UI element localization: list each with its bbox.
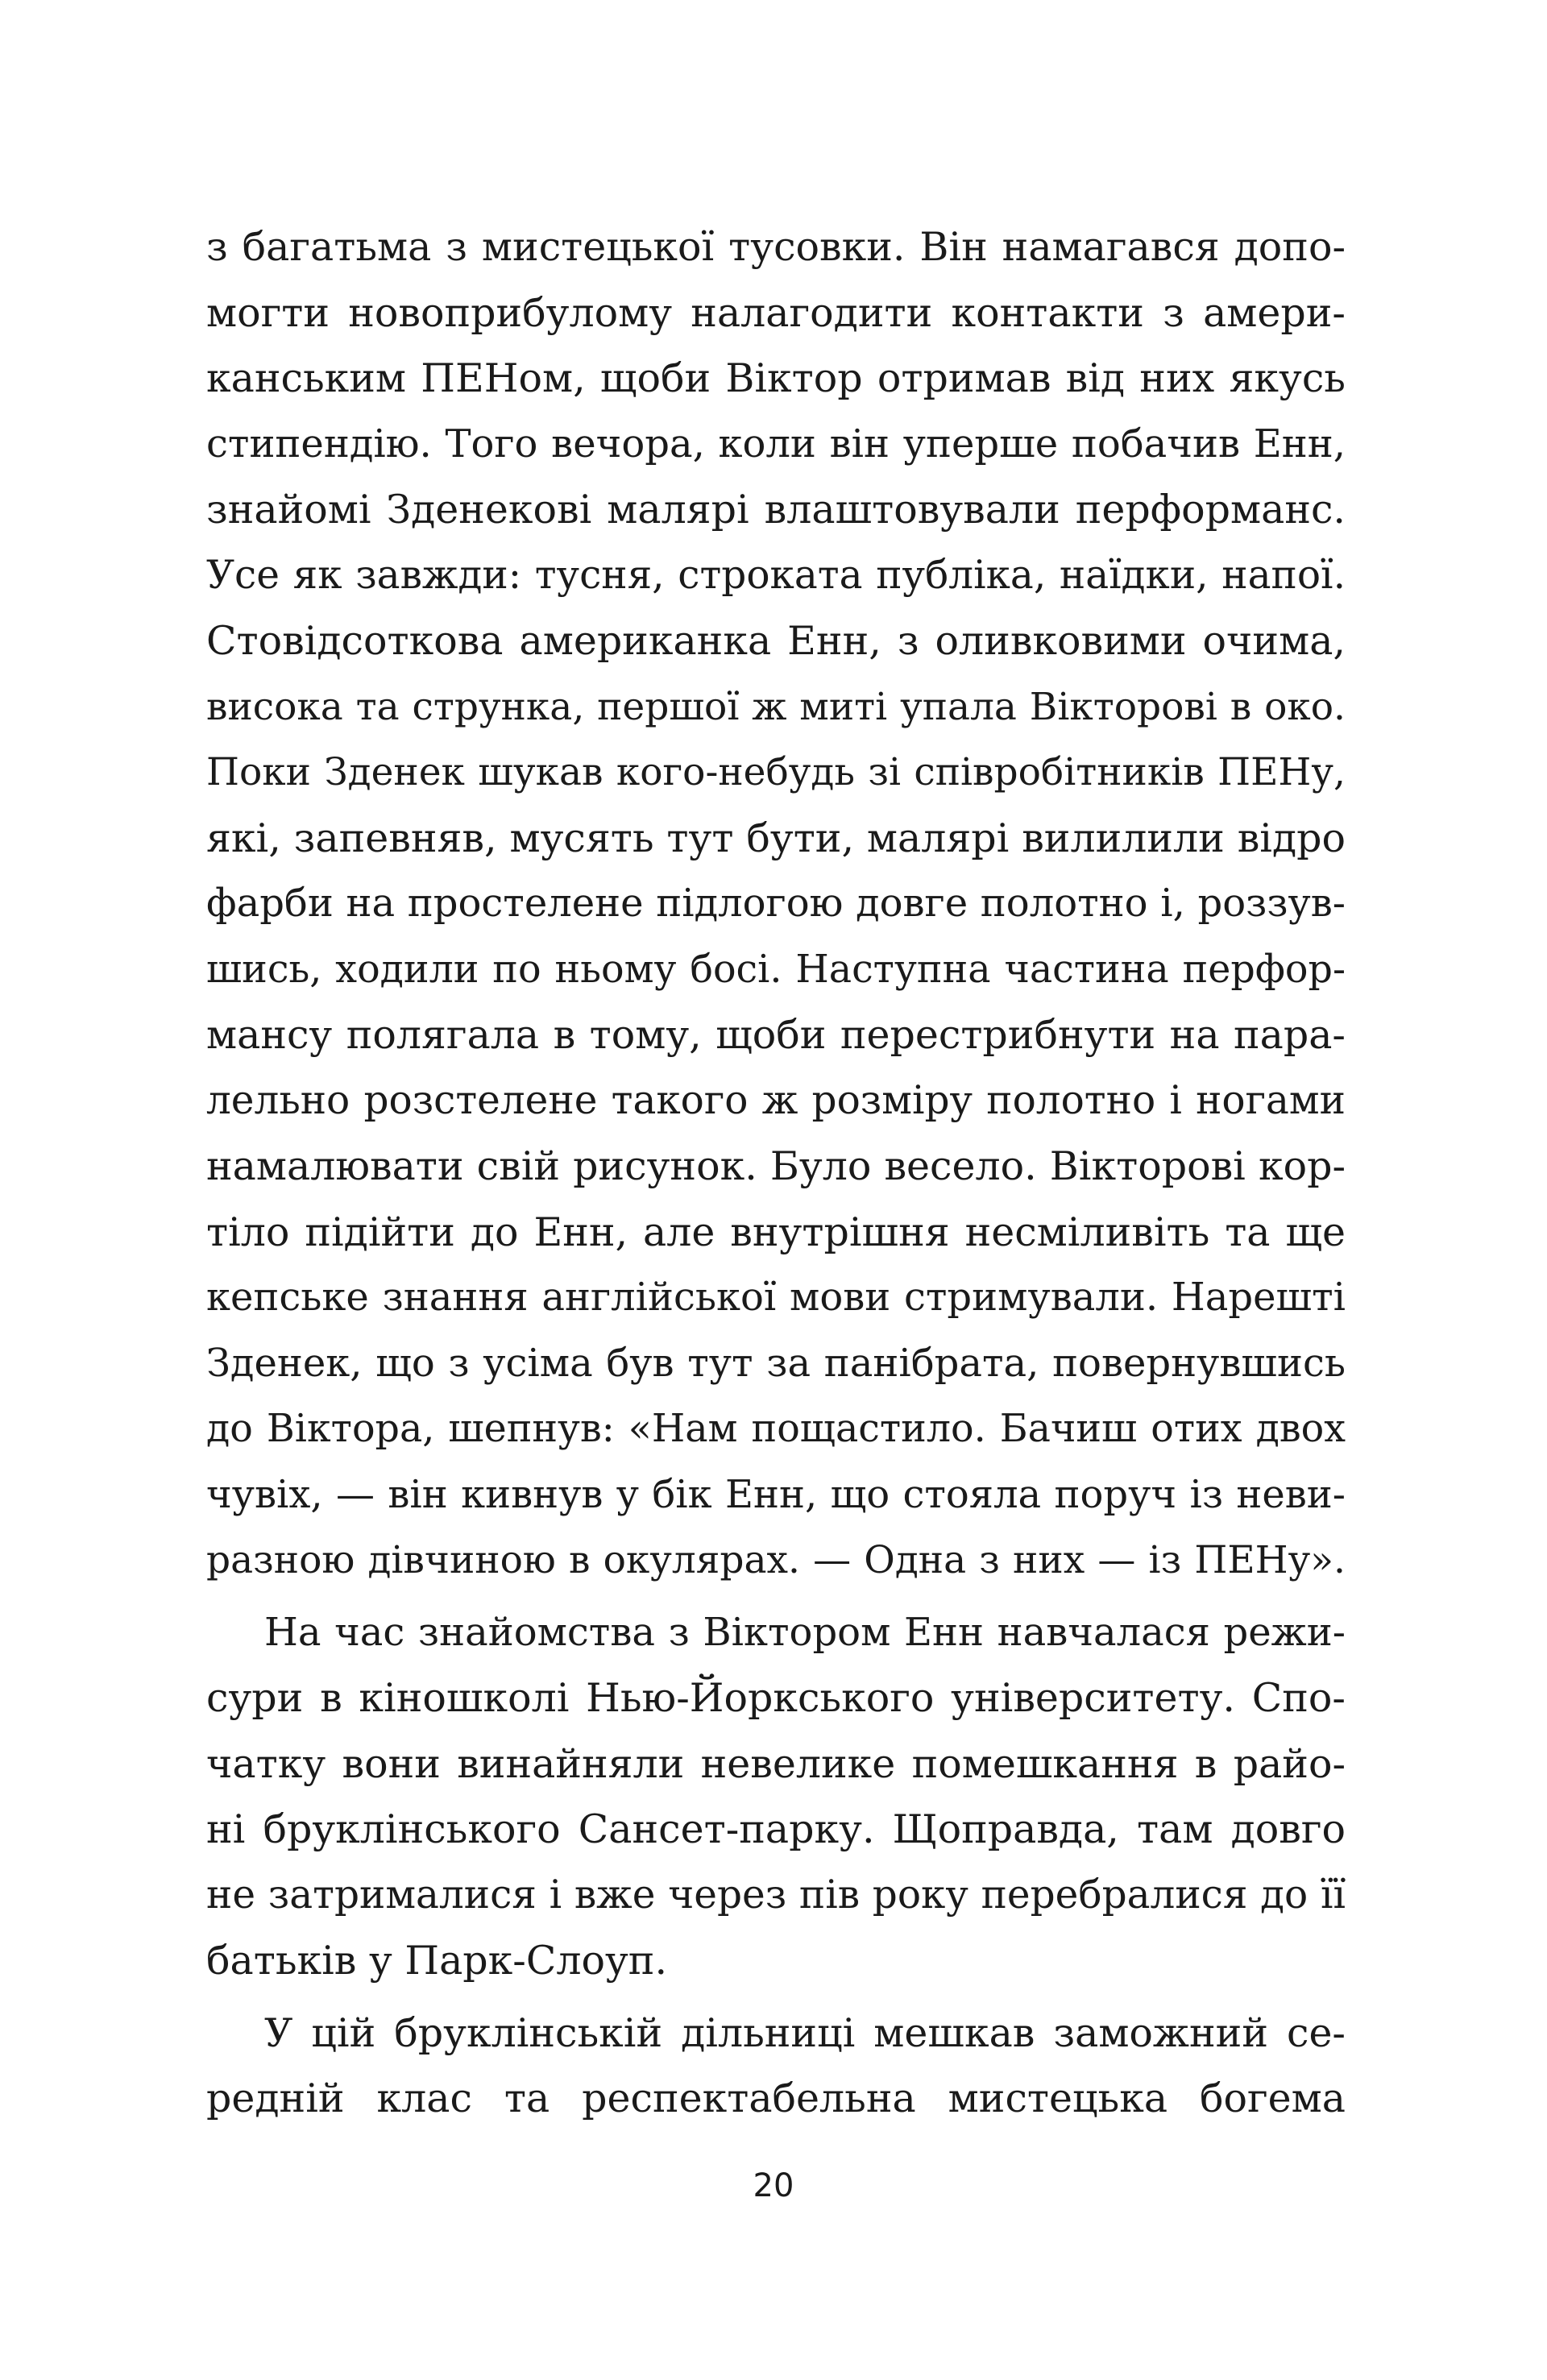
text-line: з багатьма з мистецької тусовки. Він намагався допо- [206,224,1346,270]
text-line: чувіх, — він кивнув у бік Енн, що стояла поруч із неви- [206,1471,1346,1517]
text-line: редній клас та респектабельна мистецька богема [206,2075,1346,2121]
text-line: кепське знання англійської мови стримували. Нарешті [206,1275,1346,1320]
page-body [206,214,1346,2132]
text-line: У цій бруклінській дільниці мешкав заможний се- [264,2009,1346,2056]
text-line: мансу полягала в тому, щоби перестрибнути на пара- [206,1012,1346,1058]
text-line: знайомі Зденекові малярі влаштовували перформанс. [206,487,1346,533]
text-line: тіло підійти до Енн, але внутрішня несміливіть та ще [206,1209,1346,1255]
text-line: намалювати свій рисунок. Було весело. Вікторові кор- [206,1143,1346,1189]
text-line: разною дівчиною в окулярах. — Одна з них — із ПЕНу». [206,1538,1346,1582]
text-line: чатку вони винайняли невелике помешкання в райо- [206,1740,1346,1787]
text-line: ні бруклінського Сансет-парку. Щоправда, там довго [206,1806,1346,1852]
text-line: сури в кіношколі Нью-Йоркського університету. Спо- [206,1675,1346,1721]
page-number: 20 [753,2167,794,2204]
paragraph-1 [206,214,1346,1594]
text-line: стипендію. Того вечора, коли він уперше побачив Енн, [206,421,1346,466]
text-line: лельно розстелене такого ж розміру полотно і ногами [206,1077,1346,1123]
text-line: могти новоприбулому налагодити контакти з амери- [206,289,1346,336]
text-line: Зденек, що з усіма був тут за панібрата, повернувшись [206,1340,1346,1386]
text-line: Усе як завжди: тусня, строката публіка, наїдки, напої. [206,552,1346,598]
text-line: які, запевняв, мусять тут бути, малярі вилилили відро [206,815,1346,861]
paragraph-2 [206,1600,1346,1994]
text-line: до Віктора, шепнув: «Нам пощастило. Бачиш отих двох [206,1407,1346,1451]
text-line: Поки Зденек шукав кого-небудь зі співробітників ПЕНу, [206,750,1346,794]
text-line: Стовідсоткова американка Енн, з оливковими очима, [206,618,1346,664]
text-line: батьків у Парк-Слоуп. [206,1938,668,1984]
paragraph-3 [206,2001,1346,2132]
text-line: висока та струнка, першої ж миті упала Вікторові в око. [206,684,1346,729]
text-line: фарби на простелене підлогою довге полотно і, роззув- [206,881,1346,926]
text-line: шись, ходили по ньому босі. Наступна частина перфор- [206,947,1346,992]
text-line: не затрималися і вже через пів року перебралися до її [206,1872,1346,1918]
text-line: канським ПЕНом, щоби Віктор отримав від них якусь [206,355,1346,401]
text-line: На час знайомства з Віктором Енн навчалася режи- [264,1609,1346,1655]
